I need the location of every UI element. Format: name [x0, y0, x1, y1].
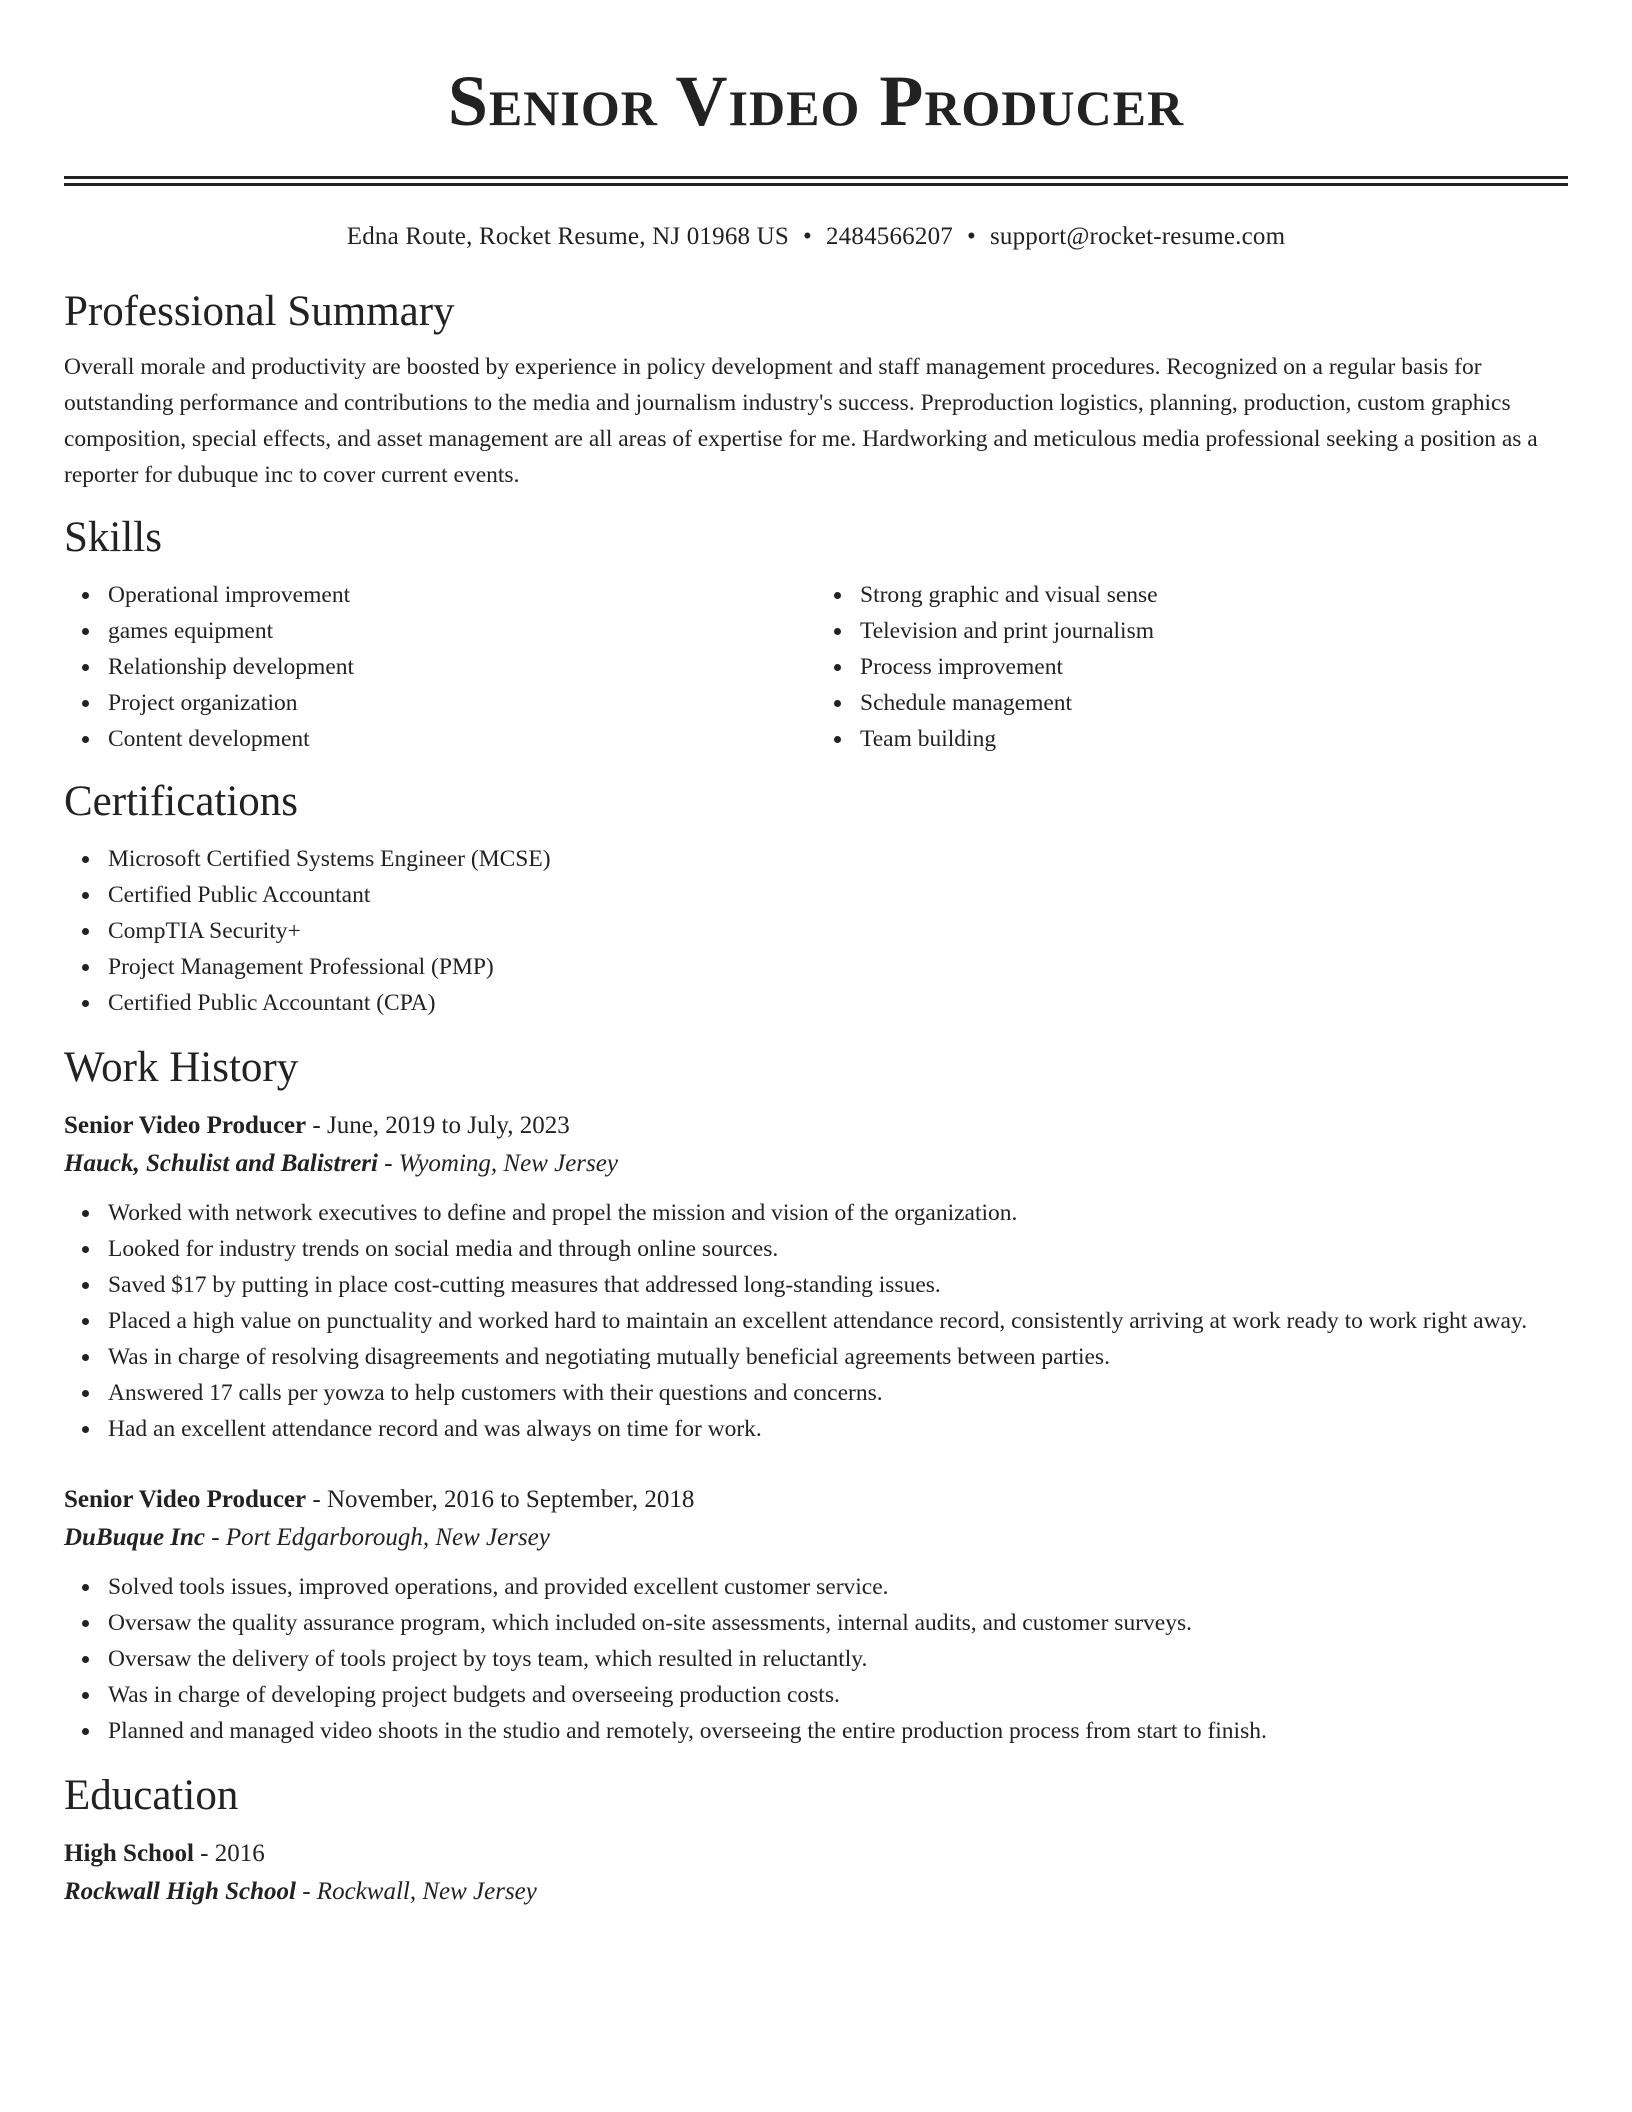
job-duty: Had an excellent attendance record and was always on time for work. — [108, 1411, 1568, 1447]
title-divider — [64, 176, 1568, 186]
job-duties-list — [64, 1195, 1568, 1447]
skills-column-right — [816, 577, 1568, 757]
job-entry — [64, 1481, 1568, 1749]
job-location: - Wyoming, New Jersey — [377, 1150, 618, 1177]
summary-text: Overall morale and productivity are boosted by experience in policy development and staff management procedures. Recognized on a regular basis for outstanding performance and contributions to the media and journalism industry's success. Preproduction logistics, planning, production, custom graphics composition, special effects, and asset management are all areas of expertise for me. Hardworking and meticulous media professional seeking a position as a reporter for dubuque inc to cover current events. — [64, 354, 1538, 488]
contact-separator: • — [966, 223, 976, 250]
job-duty: Looked for industry trends on social media and through online sources. — [108, 1231, 1568, 1267]
job-duty: Planned and managed video shoots in the studio and remotely, overseeing the entire production process from start to finish. — [108, 1713, 1568, 1749]
skill-item: Operational improvement — [108, 577, 816, 613]
skills-column-left — [64, 577, 816, 757]
education-heading: Education — [64, 1772, 239, 1819]
skill-item: Team building — [860, 721, 1568, 757]
education-school: Rockwall High School — [64, 1878, 296, 1905]
job-duty: Worked with network executives to define and propel the mission and vision of the organization. — [108, 1195, 1568, 1231]
skill-item: Relationship development — [108, 649, 816, 685]
job-title: Senior Video Producer — [64, 1486, 307, 1513]
education-degree-line — [64, 1835, 1568, 1873]
contact-line — [64, 219, 1568, 255]
contact-separator: • — [803, 223, 812, 250]
education-year: - 2016 — [193, 1840, 265, 1867]
job-duty: Solved tools issues, improved operations, and provided excellent customer service. — [108, 1569, 1568, 1605]
job-employer-line — [64, 1519, 1568, 1557]
job-employer: Hauck, Schulist and Balistreri — [64, 1150, 378, 1177]
job-duty: Placed a high value on punctuality and worked hard to maintain an excellent attendance record, consistently arriving at work ready to work right away. — [108, 1303, 1568, 1339]
job-entry — [64, 1107, 1568, 1447]
job-employer-line — [64, 1145, 1568, 1183]
skills-heading: Skills — [64, 514, 162, 561]
certification-item: Microsoft Certified Systems Engineer (MCSE) — [108, 841, 1568, 877]
job-title-line — [64, 1107, 1568, 1145]
skill-item: Strong graphic and visual sense — [860, 577, 1568, 613]
education-entry — [64, 1835, 1568, 1911]
contact-phone: 2484566207 — [825, 223, 953, 250]
education-school-line — [64, 1873, 1568, 1911]
job-duties-list — [64, 1569, 1568, 1749]
certifications-heading: Certifications — [64, 778, 299, 825]
summary-heading: Professional Summary — [64, 288, 455, 335]
job-title-line — [64, 1481, 1568, 1519]
skill-item: Project organization — [108, 685, 816, 721]
job-location: - Port Edgarborough, New Jersey — [205, 1524, 550, 1551]
contact-email: support@rocket-resume.com — [989, 223, 1286, 250]
job-employer: DuBuque Inc — [64, 1524, 206, 1551]
work-history-heading: Work History — [64, 1044, 299, 1091]
job-duty: Oversaw the delivery of tools project by toys team, which resulted in reluctantly. — [108, 1641, 1568, 1677]
job-dates: - June, 2019 to July, 2023 — [306, 1112, 570, 1139]
skill-item: games equipment — [108, 613, 816, 649]
education-location: - Rockwall, New Jersey — [295, 1878, 537, 1905]
job-title: Senior Video Producer — [64, 1112, 307, 1139]
contact-address: Edna Route, Rocket Resume, NJ 01968 US — [346, 223, 790, 250]
certification-item: Project Management Professional (PMP) — [108, 949, 1568, 985]
skills-list — [64, 577, 1568, 757]
certification-item: Certified Public Accountant (CPA) — [108, 985, 1568, 1021]
certification-item: Certified Public Accountant — [108, 877, 1568, 913]
resume-title: Senior Video Producer — [447, 61, 1185, 141]
job-duty: Was in charge of resolving disagreements and negotiating mutually beneficial agreements between parties. — [108, 1339, 1568, 1375]
skill-item: Content development — [108, 721, 816, 757]
job-duty: Was in charge of developing project budgets and overseeing production costs. — [108, 1677, 1568, 1713]
skill-item: Process improvement — [860, 649, 1568, 685]
job-dates: - November, 2016 to September, 2018 — [306, 1486, 695, 1513]
education-degree: High School — [64, 1840, 194, 1867]
skill-item: Television and print journalism — [860, 613, 1568, 649]
certification-item: CompTIA Security+ — [108, 913, 1568, 949]
skill-item: Schedule management — [860, 685, 1568, 721]
job-duty: Saved $17 by putting in place cost-cutting measures that addressed long-standing issues. — [108, 1267, 1568, 1303]
job-duty: Oversaw the quality assurance program, which included on-site assessments, internal audits, and customer surveys. — [108, 1605, 1568, 1641]
certifications-list — [64, 841, 1568, 1021]
job-duty: Answered 17 calls per yowza to help customers with their questions and concerns. — [108, 1375, 1568, 1411]
